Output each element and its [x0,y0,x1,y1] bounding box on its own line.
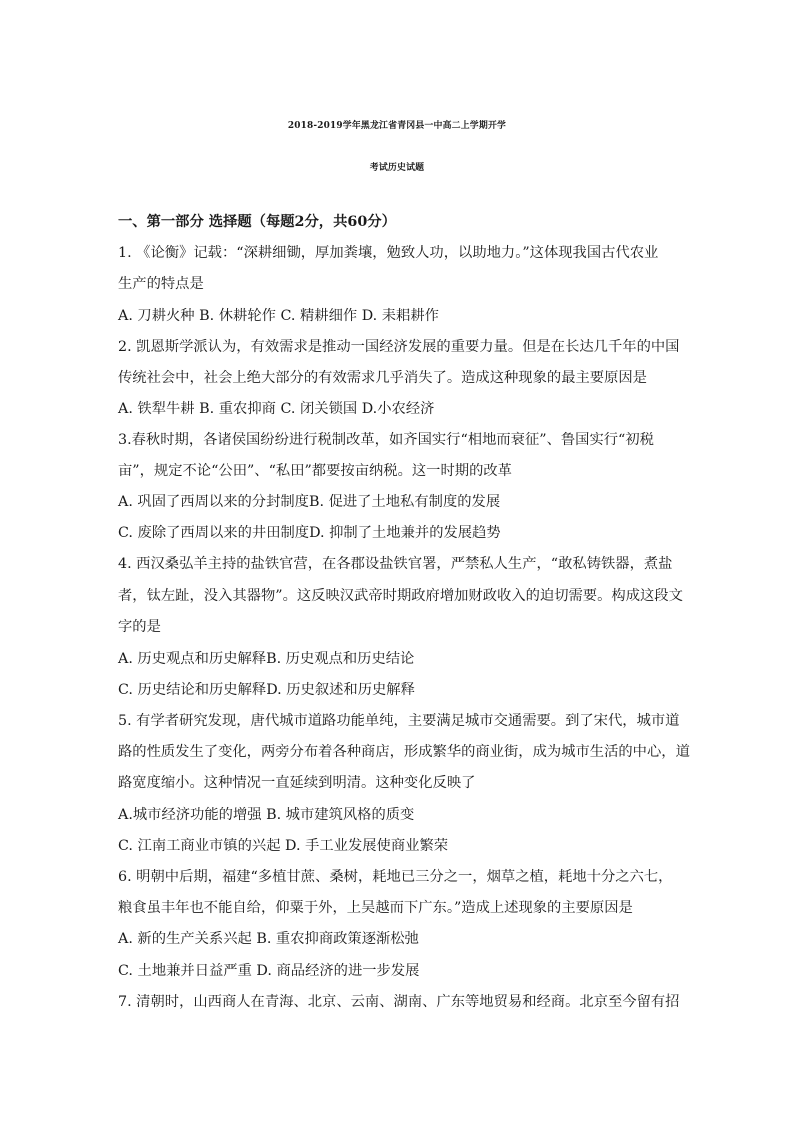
title-line-1: 2018-2019学年黑龙江省青冈县一中高二上学期开学 [287,121,507,131]
text-line: 2. 凯恩斯学派认为，有效需求是推动一国经济发展的重要力量。但是在长达几千年的中国 [118,339,680,355]
answer-options: C. 江南工商业市镇的兴起 D. 手工业发展使商业繁荣 [118,838,449,854]
text-line: 3.春秋时期，各诸侯国纷纷进行税制改革，如齐国实行“相地而衰征”、鲁国实行“初税 [118,432,654,448]
text-line: 生产的特点是 [118,276,204,292]
text-line: 5. 有学者研究发现，唐代城市道路功能单纯，主要满足城市交通需要。到了宋代，城市道 [118,713,680,729]
title-line-2: 考试历史试题 [369,163,425,173]
answer-options: A. 巩固了西周以来的分封制度B. 促进了土地私有制度的发展 [118,494,501,510]
text-line: 路的性质发生了变化，两旁分布着各种商店，形成繁华的商业街，成为城市生活的中心，道 [118,744,690,760]
answer-options: A.城市经济功能的增强 B. 城市建筑风格的质变 [118,807,415,823]
answer-options: C. 历史结论和历史解释D. 历史叙述和历史解释 [118,682,415,698]
answer-options: A. 铁犁牛耕 B. 重农抑商 C. 闭关锁国 D.小农经济 [118,401,435,417]
text-line: 者，钛左趾，没入其器物”。这反映汉武帝时期政府增加财政收入的迫切需要。构成这段文 [118,588,683,604]
text-line: 传统社会中，社会上绝大部分的有效需求几乎消失了。造成这种现象的最主要原因是 [118,370,647,386]
answer-options: A. 新的生产关系兴起 B. 重农抑商政策逐渐松弛 [118,931,419,947]
section-header: 一、第一部分 选择题（每题2分，共60分） [118,214,396,230]
text-line: 6. 明朝中后期，福建“多植甘蔗、桑树，耗地已三分之一，烟草之植，耗地十分之六七， [118,869,673,885]
answer-options: C. 废除了西周以来的井田制度D. 抑制了土地兼并的发展趋势 [118,525,501,541]
text-line: 字的是 [118,619,161,635]
text-line: 4. 西汉桑弘羊主持的盐铁官营，在各郡设盐铁官署，严禁私人生产，“敢私铸铁器，煮盐 [118,556,673,572]
text-line: 7. 清朝时，山西商人在青海、北京、云南、湖南、广东等地贸易和经商。北京至今留有招 [118,994,680,1010]
text-line: 1. 《论衡》记载：“深耕细锄，厚加粪壤，勉致人功，以助地力。”这体现我国古代农业 [118,245,659,261]
answer-options: C. 土地兼并日益严重 D. 商品经济的进一步发展 [118,963,420,979]
answer-options: A. 历史观点和历史解释B. 历史观点和历史结论 [118,651,415,667]
text-line: 粮食虽丰年也不能自给，仰粟于外，上吴越而下广东。”造成上述现象的主要原因是 [118,900,633,916]
text-line: 路宽度缩小。这种情况一直延续到明清。这种变化反映了 [118,775,476,791]
text-line: 亩”，规定不论“公田”、“私田”都要按亩纳税。这一时期的改革 [118,463,512,479]
answer-options: A. 刀耕火种 B. 休耕轮作 C. 精耕细作 D. 耒耜耕作 [118,308,439,324]
